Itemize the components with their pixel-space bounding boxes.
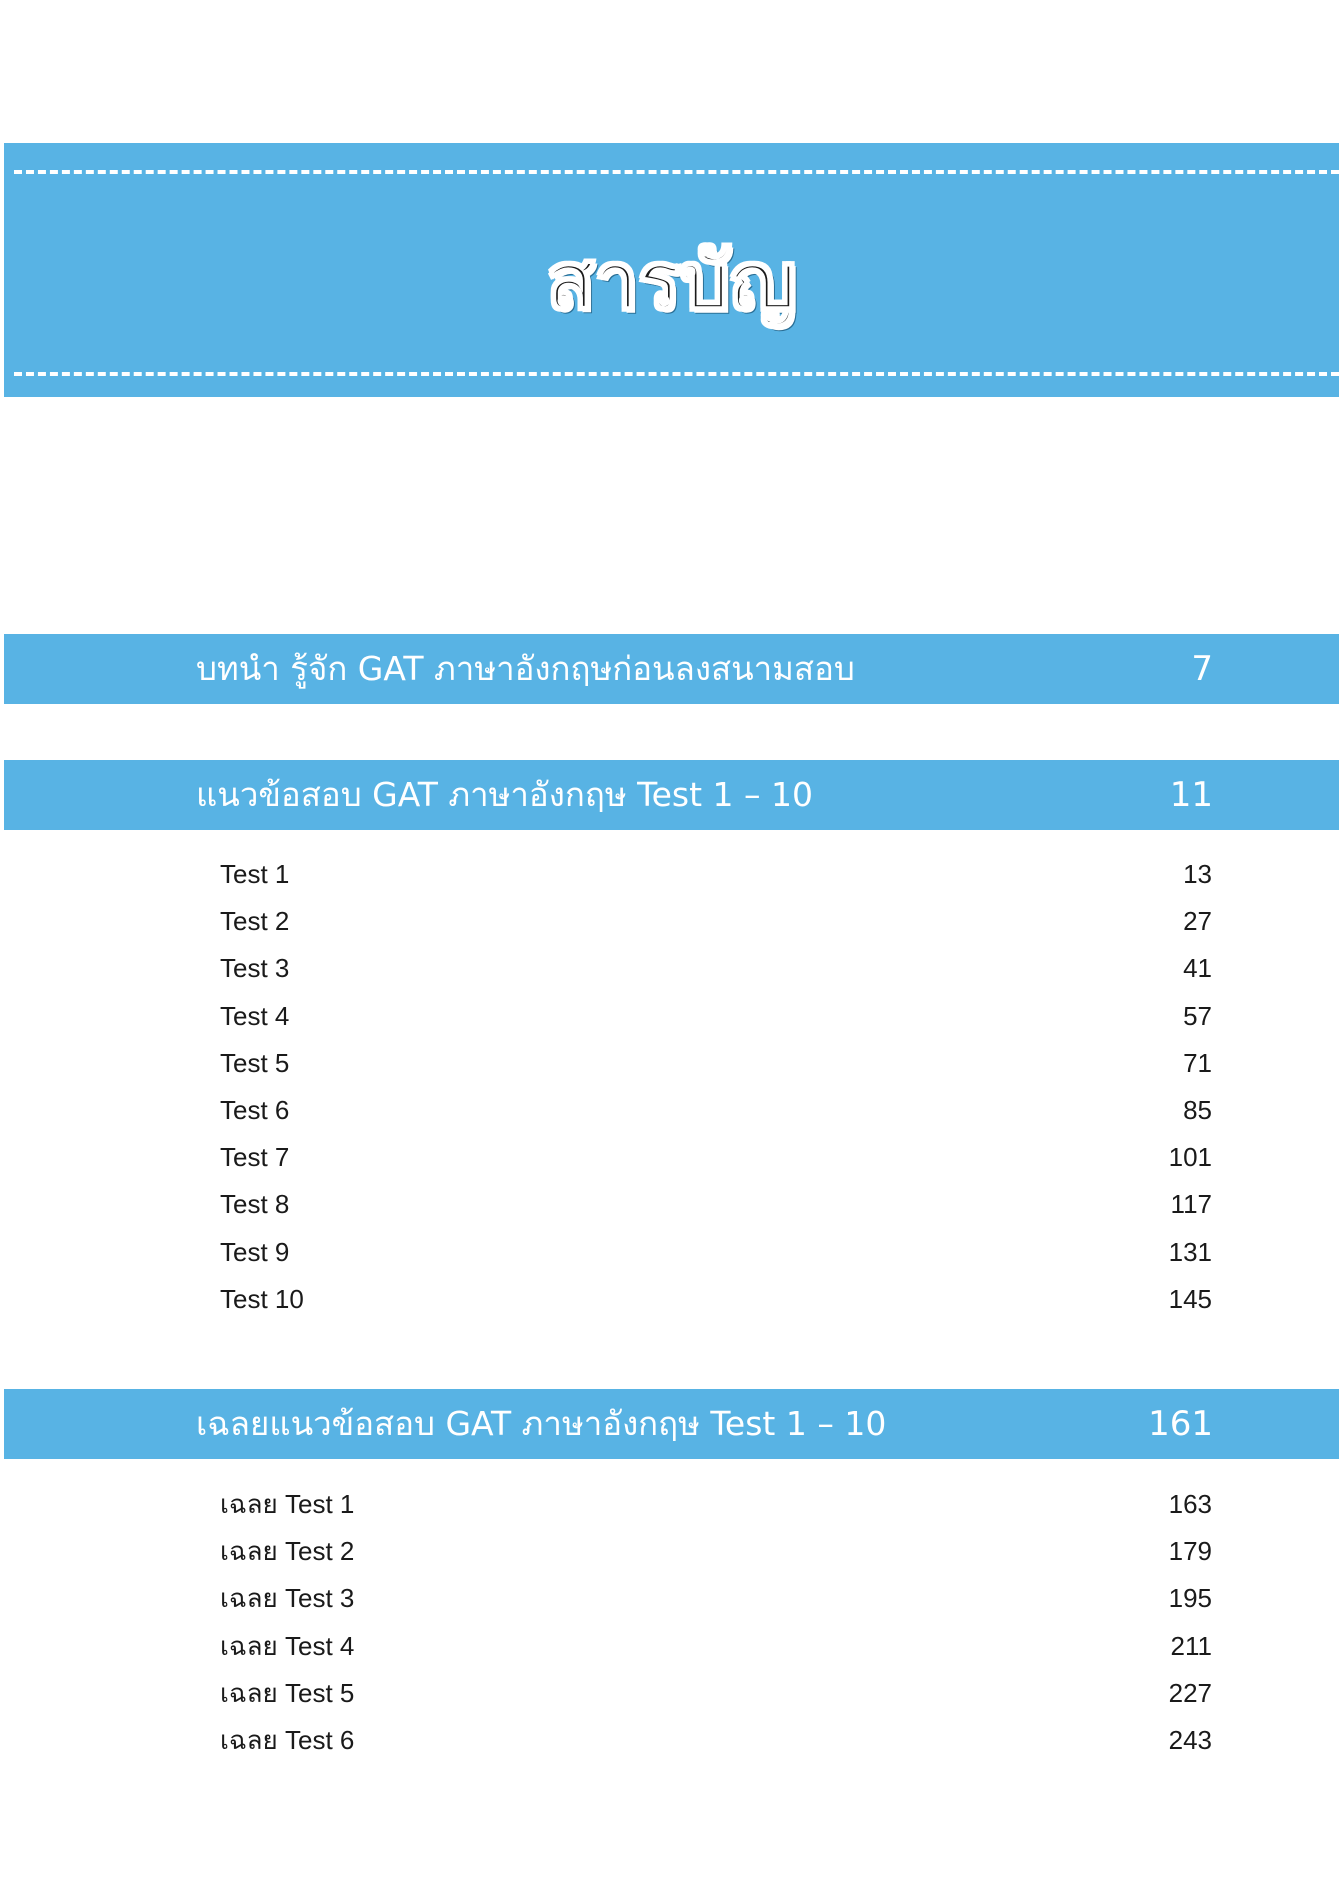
toc-page-number: 85: [1183, 1094, 1212, 1125]
toc-label: เฉลย Test 2: [220, 1536, 355, 1567]
dashed-border-bottom: [14, 372, 1339, 376]
toc-row-answer-2[interactable]: [220, 1528, 1212, 1575]
answers-list: [220, 1481, 1212, 1764]
toc-label: เฉลย Test 5: [220, 1677, 355, 1708]
toc-page-number: 27: [1183, 906, 1212, 937]
toc-row-answer-5[interactable]: [220, 1670, 1212, 1717]
section-tests[interactable]: [4, 760, 1339, 830]
toc-label: Test 3: [220, 953, 290, 984]
section-answers[interactable]: [4, 1389, 1339, 1459]
toc-row-test-1[interactable]: [220, 851, 1212, 898]
toc-label: Test 4: [220, 1000, 290, 1031]
toc-row-test-2[interactable]: [220, 898, 1212, 945]
tests-list: [220, 851, 1212, 1323]
toc-page-number: 195: [1168, 1583, 1212, 1614]
toc-label: Test 10: [220, 1283, 304, 1314]
toc-label: Test 1: [220, 859, 290, 889]
toc-page-number: 41: [1183, 953, 1212, 984]
toc-page-number: 101: [1168, 1142, 1212, 1173]
toc-label: Test 2: [220, 906, 290, 937]
section-answers-page: 161: [1148, 1404, 1213, 1444]
toc-page-number: 179: [1168, 1536, 1212, 1567]
toc-row-test-9[interactable]: [220, 1229, 1212, 1276]
toc-label: เฉลย Test 1: [220, 1489, 355, 1519]
toc-page-number: 211: [1170, 1630, 1212, 1661]
toc-row-answer-1[interactable]: [220, 1481, 1212, 1528]
toc-row-answer-3[interactable]: [220, 1575, 1212, 1622]
toc-row-test-10[interactable]: [220, 1276, 1212, 1323]
toc-label: Test 6: [220, 1094, 290, 1125]
page-title: สารบัญ: [546, 237, 797, 327]
section-intro[interactable]: [4, 634, 1339, 704]
toc-page-number: 163: [1168, 1489, 1212, 1519]
toc-row-test-8[interactable]: [220, 1181, 1212, 1228]
section-intro-page: 7: [1191, 649, 1213, 689]
toc-page-number: 227: [1168, 1677, 1212, 1708]
toc-row-answer-4[interactable]: [220, 1623, 1212, 1670]
toc-label: Test 8: [220, 1189, 290, 1220]
section-answers-title: เฉลยแนวข้อสอบ GAT ภาษาอังกฤษ Test 1 – 10: [196, 1404, 887, 1443]
toc-row-answer-6[interactable]: [220, 1717, 1212, 1764]
toc-row-test-3[interactable]: [220, 945, 1212, 992]
toc-page-number: 57: [1183, 1000, 1212, 1031]
toc-page-number: 13: [1183, 859, 1212, 889]
section-tests-page: 11: [1169, 775, 1213, 815]
toc-page-number: 243: [1168, 1724, 1212, 1755]
toc-label: เฉลย Test 3: [220, 1583, 355, 1614]
toc-page-number: 131: [1168, 1236, 1212, 1267]
section-tests-title: แนวข้อสอบ GAT ภาษาอังกฤษ Test 1 – 10: [196, 775, 814, 814]
toc-page-number: 145: [1168, 1283, 1212, 1314]
dashed-border-top: [14, 170, 1339, 174]
toc-label: Test 7: [220, 1142, 290, 1173]
toc-row-test-5[interactable]: [220, 1040, 1212, 1087]
toc-page-number: 117: [1170, 1189, 1212, 1220]
toc-page-number: 71: [1183, 1047, 1212, 1078]
toc-label: Test 9: [220, 1236, 290, 1267]
title-banner: [4, 143, 1339, 397]
toc-row-test-6[interactable]: [220, 1087, 1212, 1134]
toc-row-test-7[interactable]: [220, 1134, 1212, 1181]
toc-row-test-4[interactable]: [220, 993, 1212, 1040]
toc-label: เฉลย Test 6: [220, 1724, 355, 1755]
section-intro-title: บทนำ รู้จัก GAT ภาษาอังกฤษก่อนลงสนามสอบ: [196, 649, 855, 688]
toc-label: Test 5: [220, 1047, 290, 1078]
toc-label: เฉลย Test 4: [220, 1630, 355, 1661]
